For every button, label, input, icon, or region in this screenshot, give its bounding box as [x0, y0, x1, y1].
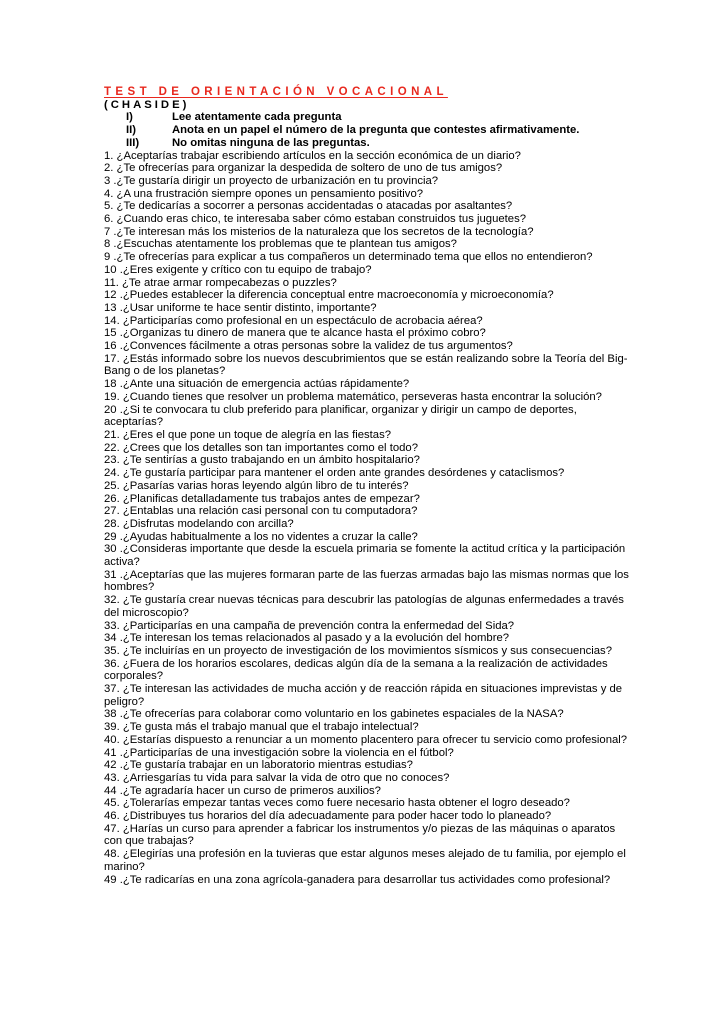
question-item: 8 .¿Escuchas atentamente los problemas que te plantean tus amigos? [104, 238, 457, 251]
question-item: 41 .¿Participarías de una investigación sobre la violencia en el fútbol? [104, 746, 454, 759]
question-item: 43. ¿Arriesgarías tu vida para salvar la vida de otro que no conoces? [104, 771, 450, 784]
question-item: 39. ¿Te gusta más el trabajo manual que el trabajo intelectual? [104, 721, 419, 734]
question-item: 11. ¿Te atrae armar rompecabezas o puzzles? [104, 276, 337, 289]
question-item: 7 .¿Te interesan más los misterios de la naturaleza que los secretos de la tecnología? [104, 225, 534, 238]
question-item: 12 .¿Puedes establecer la diferencia conceptual entre macroeconomía y microeconomía? [104, 289, 554, 302]
question-item: 18 .¿Ante una situación de emergencia actúas rápidamente? [104, 378, 410, 391]
question-item: 6. ¿Cuando eras chico, te interesaba saber cómo estaban construidos tus juguetes? [104, 213, 527, 226]
instruction-number: II) [126, 124, 137, 137]
instruction-item [104, 124, 632, 137]
question-item: 40. ¿Estarías dispuesto a renunciar a un momento placentero para ofrecer tu servicio como profesional? [104, 733, 628, 746]
question-item: 15 .¿Organizas tu dinero de manera que te alcance hasta el próximo cobro? [104, 327, 486, 340]
question-item: 29 .¿Ayudas habitualmente a los no videntes a cruzar la calle? [104, 530, 418, 543]
question-item: 3 .¿Te gustaría dirigir un proyecto de urbanización en tu provincia? [104, 174, 439, 187]
question-item: 32. ¿Te gustaría crear nuevas técnicas para descubrir las patologías de algunas enfermedades a través del microscopio? [104, 594, 624, 619]
question-item: 30 .¿Consideras importante que desde la escuela primaria se fomente la actitud crítica y la participación activa? [104, 543, 626, 569]
question-item: 4. ¿A una frustración siempre opones un pensamiento positivo? [104, 187, 424, 200]
question-item: 28. ¿Disfrutas modelando con arcilla? [104, 517, 294, 530]
question-item: 2. ¿Te ofrecerías para organizar la despedida de soltero de uno de tus amigos? [104, 162, 503, 175]
question-item: 25. ¿Pasarías varias horas leyendo algún libro de tu interés? [104, 479, 409, 492]
question-item: 14. ¿Participarías como profesional en un espectáculo de acrobacia aérea? [104, 314, 483, 327]
instruction-text: Lee atentamente cada pregunta [172, 111, 342, 124]
question-item: 16 .¿Convences fácilmente a otras personas sobre la validez de tus argumentos? [104, 340, 513, 353]
question-item: 37. ¿Te interesan las actividades de mucha acción y de reacción rápida en situaciones imprevistas y de peligro? [104, 683, 623, 708]
question-item: 44 .¿Te agradaría hacer un curso de primeros auxilios? [104, 784, 381, 797]
question-item: 45. ¿Tolerarías empezar tantas veces como fuere necesario hasta obtener el logro deseado? [104, 797, 570, 810]
question-item: 19. ¿Cuando tienes que resolver un problema matemático, perseveras hasta encontrar la solución? [104, 390, 602, 403]
question-item: 27. ¿Entablas una relación casi personal con tu computadora? [104, 505, 418, 518]
instruction-text: Anota en un papel el número de la pregunta que contestes afirmativamente. [172, 124, 580, 137]
questions-list [104, 150, 632, 887]
instructions-list [104, 111, 632, 149]
question-item: 34 .¿Te interesan los temas relacionados al pasado y a la evolución del hombre? [104, 632, 510, 645]
question-item: 35. ¿Te incluirías en un proyecto de investigación de los movimientos sísmicos y sus consecuencias? [104, 644, 612, 657]
instruction-item [104, 111, 632, 124]
question-item: 31 .¿Aceptarías que las mujeres formaran parte de las fuerzas armadas bajo las mismas normas que los hombres? [104, 568, 629, 594]
document-title: TEST DE ORIENTACIÓN VOCACIONAL [104, 86, 448, 98]
question-item: 17. ¿Estás informado sobre los nuevos descubrimientos que se están realizando sobre la Teoría del Big-Bang o de los planetas? [104, 352, 628, 378]
question-item: 21. ¿Eres el que pone un toque de alegría en las fiestas? [104, 428, 392, 441]
question-item: 22. ¿Crees que los detalles son tan importantes como el todo? [104, 441, 418, 454]
question-item: 20 .¿Si te convocara tu club preferido para planificar, organizar y dirigir un campo de deportes, aceptarías? [104, 403, 577, 429]
instruction-text: No omitas ninguna de las preguntas. [172, 136, 370, 149]
question-item: 10 .¿Eres exigente y crítico con tu equipo de trabajo? [104, 263, 372, 276]
question-item: 49 .¿Te radicarías en una zona agrícola-ganadera para desarrollar tus actividades como profesional? [104, 873, 611, 886]
question-item: 36. ¿Fuera de los horarios escolares, dedicas algún día de la semana a la realización de actividades corporales? [104, 657, 608, 683]
question-item: 1. ¿Aceptarías trabajar escribiendo artículos en la sección económica de un diario? [104, 149, 521, 162]
instruction-item [104, 137, 632, 150]
document-subtitle: (CHASIDE) [104, 98, 190, 111]
instruction-number: III) [126, 136, 140, 149]
question-item: 33. ¿Participarías en una campaña de prevención contra la enfermedad del Sida? [104, 619, 515, 632]
question-item: 47. ¿Harías un curso para aprender a fabricar los instrumentos y/o piezas de las máquinas o aparatos con que trabajas? [104, 822, 616, 848]
question-item: 42 .¿Te gustaría trabajar en un laboratorio mientras estudias? [104, 759, 413, 772]
question-item: 13 .¿Usar uniforme te hace sentir distinto, importante? [104, 301, 377, 314]
instruction-number: I) [126, 111, 133, 124]
question-item: 38 .¿Te ofrecerías para colaborar como voluntario en los gabinetes espaciales de la NASA? [104, 708, 564, 721]
question-item: 23. ¿Te sentirías a gusto trabajando en un ámbito hospitalario? [104, 454, 420, 467]
question-item: 5. ¿Te dedicarías a socorrer a personas accidentadas o atacadas por asaltantes? [104, 200, 513, 213]
question-item: 9 .¿Te ofrecerías para explicar a tus compañeros un determinado tema que ellos no entendieron? [104, 251, 593, 264]
question-item: 26. ¿Planificas detalladamente tus trabajos antes de empezar? [104, 492, 420, 505]
question-item: 46. ¿Distribuyes tus horarios del día adecuadamente para poder hacer todo lo planeado? [104, 810, 552, 823]
question-item: 24. ¿Te gustaría participar para mantener el orden ante grandes desórdenes y cataclismos? [104, 467, 565, 480]
question-item: 48. ¿Elegirías una profesión en la tuvieras que estar algunos meses alejado de tu familia, por ejemplo el marino? [104, 848, 626, 873]
